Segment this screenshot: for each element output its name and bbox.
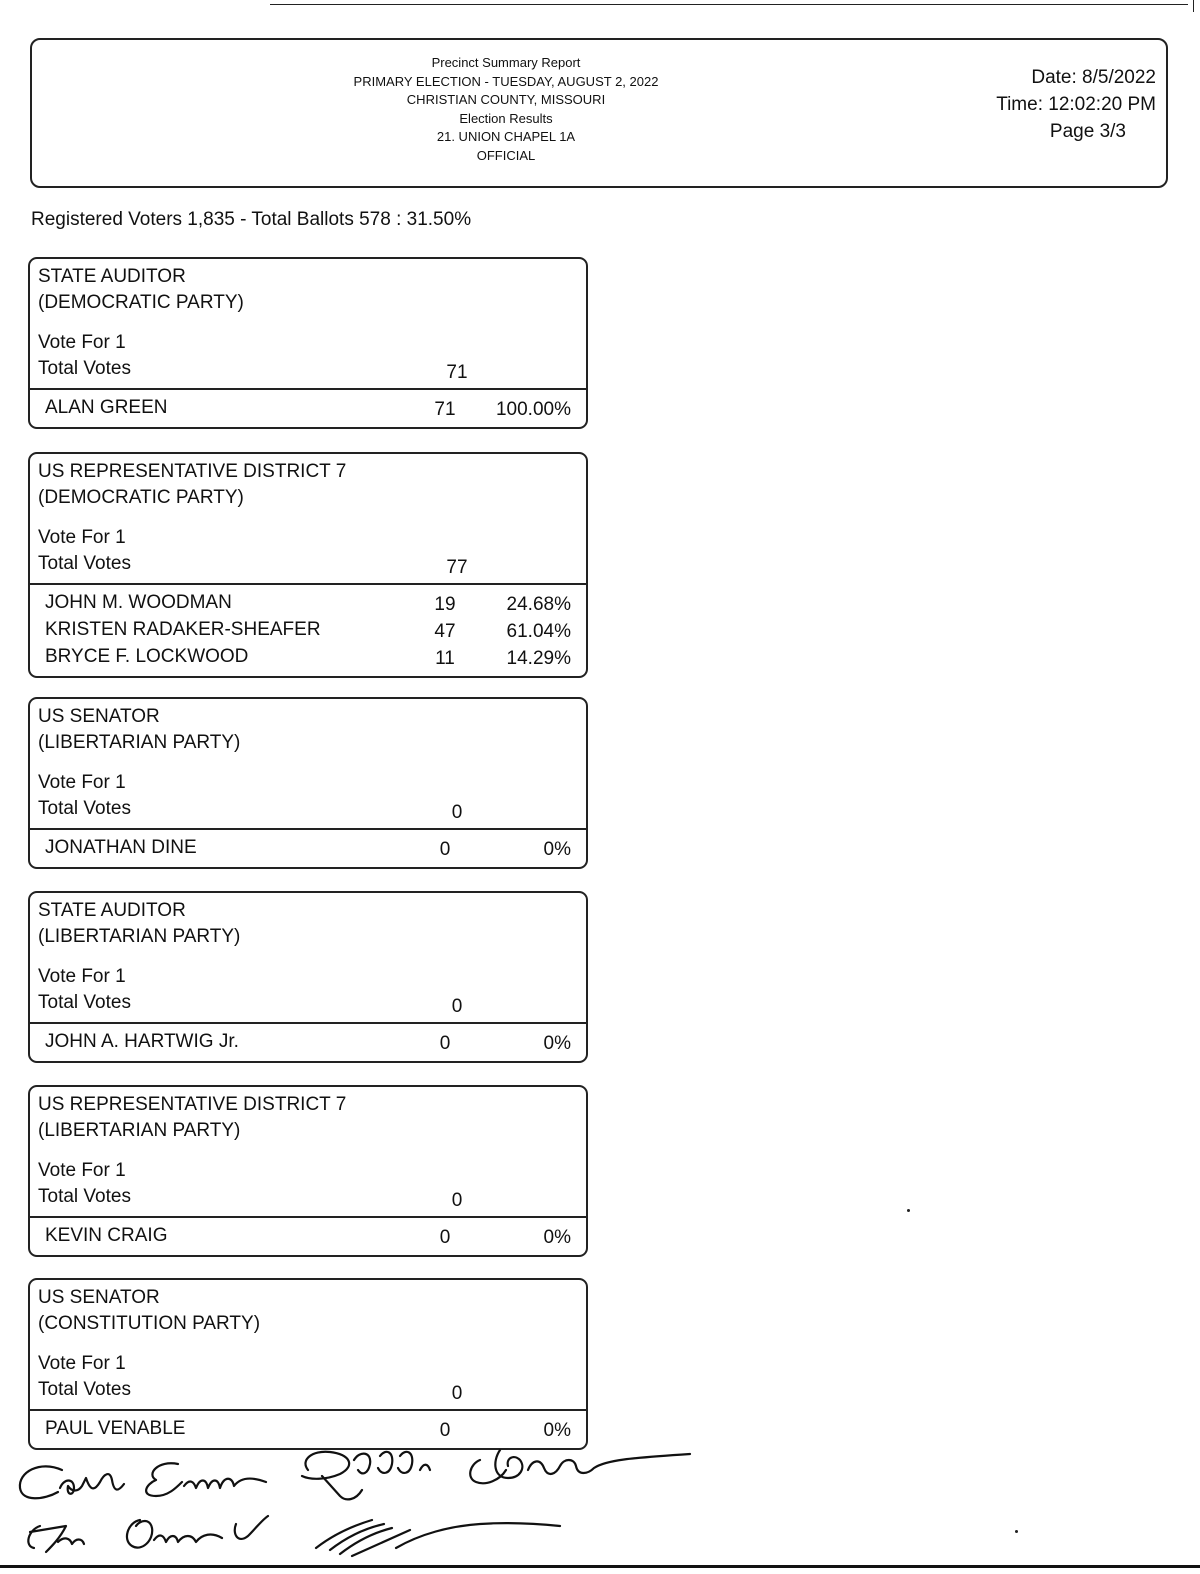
- bottom-rule: [0, 1565, 1200, 1568]
- contest-spacer: [38, 1144, 586, 1158]
- candidate-votes: 71: [434, 399, 456, 420]
- total-votes-label: Total Votes: [38, 992, 131, 1013]
- contest-box: [28, 891, 588, 1063]
- total-votes-label: Total Votes: [38, 1379, 131, 1400]
- report-title: Precinct Summary Report: [431, 55, 581, 70]
- candidate-list: [30, 585, 586, 676]
- vote-for-label: Vote For 1: [38, 527, 126, 548]
- candidate-row: [30, 589, 586, 616]
- vote-for-label: Vote For 1: [38, 1160, 126, 1181]
- handwritten-signatures-icon: [0, 1430, 720, 1570]
- contest-header: [30, 1280, 586, 1403]
- candidate-name: BRYCE F. LOCKWOOD: [45, 646, 249, 667]
- candidate-votes: 11: [435, 648, 455, 669]
- contest-header: [30, 1087, 586, 1210]
- contest-box: [28, 452, 588, 678]
- candidate-name: ALAN GREEN: [45, 397, 168, 418]
- total-votes-label: Total Votes: [38, 1186, 131, 1207]
- candidate-name: JOHN A. HARTWIG Jr.: [45, 1031, 239, 1052]
- scan-speck: [907, 1209, 910, 1212]
- contest-party: (DEMOCRATIC PARTY): [38, 487, 244, 508]
- total-votes-row: [38, 356, 586, 382]
- candidate-list: [30, 1218, 586, 1255]
- contest-header: [30, 454, 586, 577]
- total-votes-value: 71: [446, 362, 468, 383]
- candidate-row: [30, 643, 586, 670]
- scan-speck: [1015, 1530, 1018, 1533]
- vote-for-label: Vote For 1: [38, 772, 126, 793]
- total-votes-value: 0: [451, 1383, 463, 1404]
- candidate-votes: 47: [434, 621, 456, 642]
- election-name: PRIMARY ELECTION - TUESDAY, AUGUST 2, 2022: [353, 73, 659, 89]
- total-votes-row: [38, 1377, 586, 1403]
- top-rule: [270, 4, 1188, 5]
- contest-party: (CONSTITUTION PARTY): [38, 1313, 261, 1334]
- top-edge-mark: [1193, 0, 1194, 12]
- candidate-list: [30, 830, 586, 867]
- contest-party: (LIBERTARIAN PARTY): [38, 1120, 241, 1141]
- contest-box: [28, 257, 588, 429]
- candidate-percent: 100.00%: [495, 399, 571, 420]
- contest-party: (LIBERTARIAN PARTY): [38, 926, 241, 947]
- candidate-row: [30, 394, 586, 421]
- candidate-votes: 0: [439, 1033, 451, 1054]
- page-number: Page 3/3: [1049, 121, 1126, 142]
- vote-for-label: Vote For 1: [38, 332, 126, 353]
- contest-header: [30, 893, 586, 1016]
- contest-header: [30, 699, 586, 822]
- total-votes-row: [38, 1184, 586, 1210]
- turnout-summary: Registered Voters 1,835 - Total Ballots 578 : 31.50%: [31, 209, 472, 230]
- candidate-row: [30, 834, 586, 861]
- candidate-row: [30, 616, 586, 643]
- total-votes-row: [38, 990, 586, 1016]
- candidate-percent: 61.04%: [506, 621, 571, 642]
- report-time: Time: 12:02:20 PM: [996, 94, 1156, 115]
- contest-header: [30, 259, 586, 382]
- official-label: OFFICIAL: [476, 147, 536, 163]
- candidate-percent: 24.68%: [506, 594, 571, 615]
- total-votes-row: [38, 796, 586, 822]
- candidate-votes: 0: [439, 1420, 451, 1441]
- contest-spacer: [38, 511, 586, 525]
- report-date: Date: 8/5/2022: [1031, 67, 1156, 88]
- candidate-percent: 14.29%: [506, 648, 571, 669]
- candidate-name: JOHN M. WOODMAN: [45, 592, 232, 613]
- candidate-name: KEVIN CRAIG: [45, 1225, 168, 1246]
- total-votes-label: Total Votes: [38, 553, 131, 574]
- report-meta: [996, 64, 1156, 145]
- vote-for-label: Vote For 1: [38, 966, 126, 987]
- candidate-percent: 0%: [543, 1227, 571, 1248]
- candidate-votes: 0: [439, 1227, 451, 1248]
- total-votes-row: [38, 551, 586, 577]
- contest-office: STATE AUDITOR: [38, 266, 186, 287]
- report-header: [30, 38, 1168, 188]
- candidate-list: [30, 390, 586, 427]
- candidate-percent: 0%: [543, 1033, 571, 1054]
- contest-box: [28, 1085, 588, 1257]
- contest-office: US REPRESENTATIVE DISTRICT 7: [38, 461, 347, 482]
- candidate-row: [30, 1028, 586, 1055]
- contest-office: STATE AUDITOR: [38, 900, 186, 921]
- total-votes-label: Total Votes: [38, 798, 131, 819]
- contest-spacer: [38, 950, 586, 964]
- candidate-list: [30, 1024, 586, 1061]
- contest-party: (DEMOCRATIC PARTY): [38, 292, 244, 313]
- contest-office: US SENATOR: [38, 706, 160, 727]
- precinct-name: 21. UNION CHAPEL 1A: [436, 129, 576, 144]
- candidate-votes: 0: [439, 839, 451, 860]
- vote-for-label: Vote For 1: [38, 1353, 126, 1374]
- candidate-votes: 19: [434, 594, 456, 615]
- candidate-row: [30, 1222, 586, 1249]
- total-votes-value: 0: [451, 802, 463, 823]
- candidate-name: JONATHAN DINE: [45, 837, 197, 858]
- total-votes-value: 0: [451, 1190, 463, 1211]
- contest-spacer: [38, 316, 586, 330]
- results-label: Election Results: [459, 110, 553, 126]
- candidate-percent: 0%: [543, 1420, 571, 1441]
- candidate-name: KRISTEN RADAKER-SHEAFER: [45, 619, 321, 640]
- total-votes-label: Total Votes: [38, 358, 131, 379]
- candidate-name: PAUL VENABLE: [45, 1418, 186, 1439]
- contest-spacer: [38, 756, 586, 770]
- candidate-percent: 0%: [543, 839, 571, 860]
- contest-box: [28, 1278, 588, 1450]
- county-name: CHRISTIAN COUNTY, MISSOURI: [406, 92, 606, 107]
- contest-office: US SENATOR: [38, 1287, 160, 1308]
- total-votes-value: 0: [451, 996, 463, 1017]
- contest-office: US REPRESENTATIVE DISTRICT 7: [38, 1094, 347, 1115]
- total-votes-value: 77: [446, 557, 468, 578]
- contest-box: [28, 697, 588, 869]
- contest-party: (LIBERTARIAN PARTY): [38, 732, 241, 753]
- contest-spacer: [38, 1337, 586, 1351]
